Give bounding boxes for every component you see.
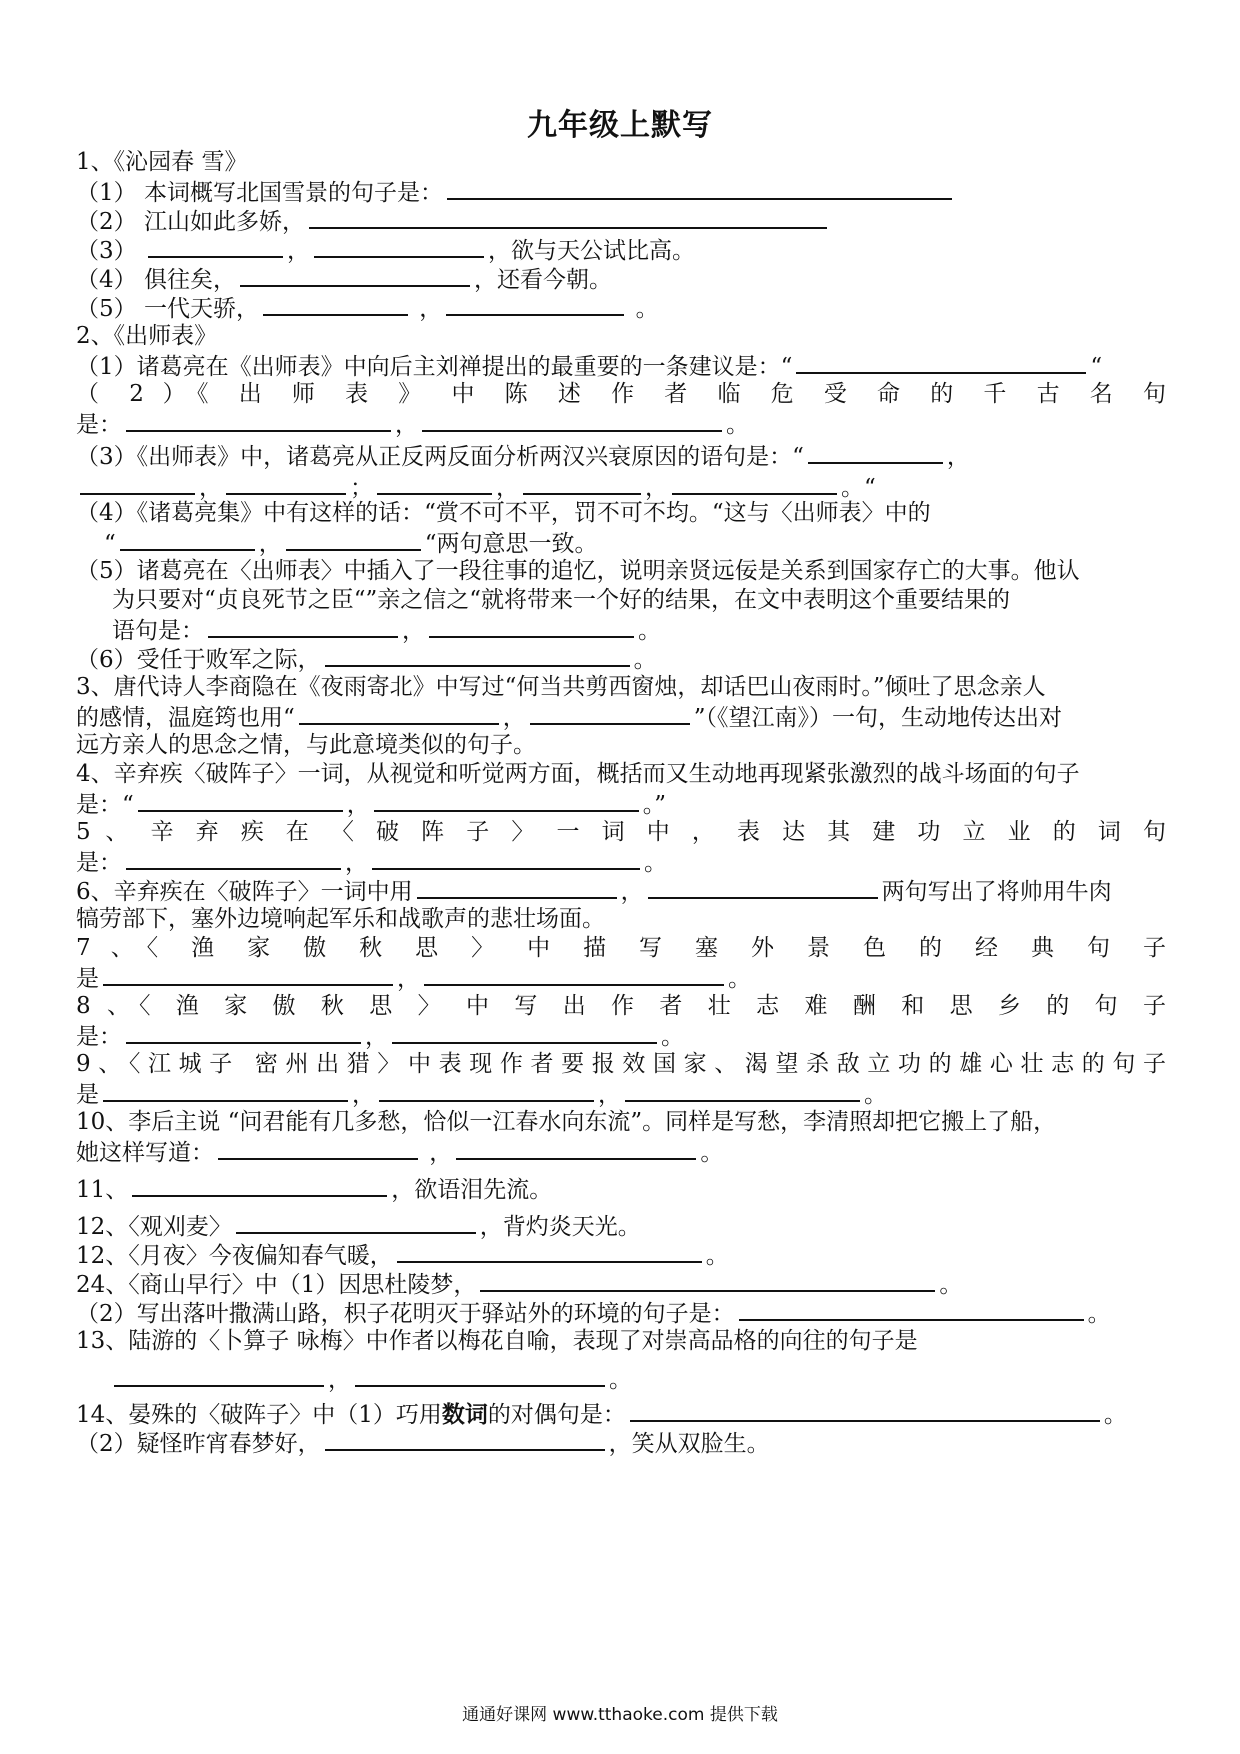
answer-blank[interactable] — [236, 1205, 476, 1234]
answer-blank[interactable] — [808, 435, 943, 464]
q14-line1-suffix: 。 — [1103, 1402, 1127, 1428]
answer-blank[interactable] — [648, 870, 878, 899]
q2-line3-sep: ， — [496, 475, 519, 501]
q24-line1-prefix: 24、〈商山早行〉中（1）因思杜陵梦， — [76, 1272, 477, 1298]
q11-suffix: ，欲语泪先流。 — [391, 1177, 553, 1203]
answer-blank[interactable] — [126, 1015, 361, 1044]
q10-line2 — [76, 1131, 1166, 1171]
q7-line2-suffix: 。 — [728, 966, 751, 992]
answer-blank[interactable] — [424, 957, 724, 986]
answer-blank[interactable] — [429, 609, 634, 638]
q6-line2: 犒劳部下，塞外边境响起军乐和战歌声的悲壮场面。 — [76, 906, 605, 932]
answer-blank[interactable] — [422, 403, 722, 432]
q13-line2-suffix: 。 — [609, 1367, 632, 1393]
q24-line2-prefix: （2）写出落叶撒满山路，枳子花明灭于驿站外的环境的句子是： — [76, 1301, 735, 1327]
q12-line2-prefix: 12、〈月夜〉今夜偏知春气暖， — [76, 1243, 393, 1269]
q5-line2-prefix: 是： — [76, 850, 122, 876]
answer-blank[interactable] — [355, 1358, 605, 1387]
q10-line2-suffix: 。 — [700, 1140, 724, 1166]
q14-line1-prefix: 14、晏殊的〈破阵子〉中（1）巧用 — [76, 1402, 442, 1428]
page-footer: 通通好课网 www.tthaoke.com 提供下载 — [462, 1705, 778, 1725]
q12-line2-suffix: 。 — [705, 1243, 729, 1269]
q5-line2-suffix: 。 — [644, 850, 667, 876]
answer-blank[interactable] — [103, 1073, 348, 1102]
q1-line3-suffix: ，欲与天公试比高。 — [487, 238, 695, 264]
answer-blank[interactable] — [240, 258, 470, 287]
answer-blank[interactable] — [138, 783, 343, 812]
q9-line2-sep: ， — [352, 1082, 375, 1108]
q2-line5-sep: ， — [402, 618, 425, 644]
q8-line2-prefix: 是： — [76, 1024, 122, 1050]
q1-line3-prefix: （3） — [76, 238, 144, 264]
q14-line2-prefix: （2）疑怪昨宵春梦好， — [76, 1431, 321, 1457]
q1-line5-prefix: （5） 一代天骄， — [76, 296, 259, 322]
q5-line1: 5 、 辛 弃 疾 在 〈 破 阵 子 〉 一 词 中 ， 表 达 其 建 功 立 业 的 词 句 — [76, 819, 1166, 845]
q2-line3-sep: ， — [645, 475, 668, 501]
answer-blank[interactable] — [325, 638, 630, 667]
answer-blank[interactable] — [672, 466, 837, 495]
answer-blank[interactable] — [208, 609, 398, 638]
q2-line5b: 为只要对“贞良死节之臣“”亲之信之“就将带来一个好的结果，在文中表明这个重要结果的 — [112, 587, 1011, 613]
answer-blank[interactable] — [625, 1073, 860, 1102]
answer-blank[interactable] — [397, 1234, 702, 1263]
answer-blank[interactable] — [480, 1263, 935, 1292]
answer-blank[interactable] — [114, 1358, 324, 1387]
q2-line1-quote: “ — [1090, 354, 1103, 380]
answer-blank[interactable] — [325, 1422, 605, 1451]
answer-blank[interactable] — [446, 287, 624, 316]
q2-line4-quote: “ — [104, 531, 116, 557]
q9-line2-prefix: 是 — [76, 1082, 99, 1108]
q1-line2-text: （2） 江山如此多娇， — [76, 209, 305, 235]
q2-line4: （4）《诸葛亮集》中有这样的话：“赏不可不平，罚不可不均。“这与〈出师表〉中的 — [76, 500, 931, 526]
answer-blank[interactable] — [132, 1168, 387, 1197]
answer-blank[interactable] — [374, 783, 639, 812]
answer-blank[interactable] — [309, 200, 827, 229]
q2-line4-suffix: “两句意思一致。 — [424, 531, 598, 557]
q1-line5-sep: ， — [411, 296, 443, 322]
answer-blank[interactable] — [263, 287, 408, 316]
answer-blank[interactable] — [226, 466, 346, 495]
q4-line1: 4、辛弃疾〈破阵子〉一词，从视觉和听觉两方面，概括而又生动地再现紧张激烈的战斗场面的句子 — [76, 761, 1080, 787]
answer-blank[interactable] — [148, 229, 283, 258]
q5-line2-sep: ， — [345, 850, 368, 876]
q9-line1: 9、〈江城子 密州出猎〉中表现作者要报效国家、渴望杀敌立功的雄心壮志的句子 — [76, 1051, 1166, 1077]
q1-line1-text: （1） 本词概写北国雪景的句子是： — [76, 180, 443, 206]
answer-blank[interactable] — [80, 466, 195, 495]
answer-blank[interactable] — [377, 466, 492, 495]
answer-blank[interactable] — [796, 345, 1086, 374]
answer-blank[interactable] — [103, 957, 393, 986]
answer-blank[interactable] — [630, 1393, 1100, 1422]
q7-line1: 7 、〈 渔 家 傲 秋 思 〉 中 描 写 塞 外 景 色 的 经 典 句 子 — [76, 935, 1166, 961]
q14-line2-suffix: ，笑从双脸生。 — [608, 1431, 770, 1457]
q6-line1-suffix: 两句写出了将帅用牛肉 — [881, 879, 1112, 905]
answer-blank[interactable] — [299, 696, 499, 725]
q2-line5-suffix: 。 — [638, 618, 661, 644]
q2-heading: 2、《出师表》 — [76, 323, 218, 349]
q14-emphasis: 数词 — [441, 1401, 488, 1428]
q12-line1-prefix: 12、〈观刈麦〉 — [76, 1214, 232, 1240]
q9-line2-suffix: 。 — [864, 1082, 887, 1108]
q4-line2-prefix: 是：“ — [76, 792, 134, 818]
q11-line — [76, 1168, 1166, 1208]
q3-line1: 3、唐代诗人李商隐在《夜雨寄北》中写过“何当共剪西窗烛，却话巴山夜雨时。”倾吐了思念亲人 — [76, 674, 1046, 700]
page-title: 九年级上默写 — [527, 108, 713, 143]
q2-line6-prefix: （6）受任于败军之际， — [76, 647, 321, 673]
q4-line2-suffix: 。” — [642, 792, 667, 818]
q2-line3-sep: ， — [946, 444, 970, 470]
q6-line1-prefix: 6、辛弃疾在〈破阵子〉一词中用 — [76, 879, 413, 905]
q2-line4-sep: ， — [258, 531, 282, 557]
q6-line1-sep: ， — [620, 879, 644, 905]
q10-line1: 10、李后主说 “问君能有几多愁，恰似一江春水向东流”。同样是写愁，李清照却把它搬上了船， — [76, 1109, 1057, 1135]
q2-line2: （ 2 ）《 出 师 表 》 中 陈 述 作 者 临 危 受 命 的 千 古 名 句 — [76, 381, 1166, 407]
q1-line4-prefix: （4） 俱往矣， — [76, 267, 236, 293]
answer-blank[interactable] — [379, 1073, 594, 1102]
q7-line2-sep: ， — [397, 966, 420, 992]
q24-line1-suffix: 。 — [939, 1272, 963, 1298]
answer-blank[interactable] — [126, 403, 391, 432]
q2-line3-sep: ； — [350, 475, 373, 501]
answer-blank[interactable] — [417, 870, 617, 899]
q13-line2 — [110, 1358, 1200, 1398]
q13-line2-sep: ， — [328, 1367, 351, 1393]
q2-line2-prefix: 是： — [76, 412, 122, 438]
q1-heading: 1、《沁园春 雪》 — [76, 149, 248, 175]
answer-blank[interactable] — [286, 522, 421, 551]
q24-line2-suffix: 。 — [1087, 1301, 1111, 1327]
q4-line2-sep: ， — [346, 792, 370, 818]
answer-blank[interactable] — [126, 841, 341, 870]
answer-blank[interactable] — [456, 1131, 696, 1160]
q2-line3-suffix: 。“ — [841, 475, 876, 501]
q14-line1-middle: 的对偶句是： — [487, 1402, 626, 1428]
q2-line6-suffix: 。 — [633, 647, 657, 673]
q11-prefix: 11、 — [76, 1177, 129, 1203]
q3-line2-sep: ， — [502, 705, 526, 731]
q2-line2-sep: ， — [395, 412, 418, 438]
answer-blank[interactable] — [314, 229, 484, 258]
q10-line2-prefix: 她这样写道： — [76, 1140, 214, 1166]
answer-blank[interactable] — [218, 1131, 418, 1160]
q14-line2 — [76, 1422, 1166, 1462]
answer-blank[interactable] — [530, 696, 690, 725]
q1-line3-sep: ， — [286, 238, 310, 264]
answer-blank[interactable] — [447, 171, 952, 200]
q3-line2-suffix: ”（《望江南》）一句，生动地传达出对 — [693, 705, 1063, 731]
q7-line2-prefix: 是 — [76, 966, 99, 992]
q8-line1: 8 、〈 渔 家 傲 秋 思 〉 中 写 出 作 者 壮 志 难 酬 和 思 乡 的 句 子 — [76, 993, 1166, 1019]
q8-line2-sep: ， — [365, 1024, 388, 1050]
q3-line3: 远方亲人的思念之情，与此意境类似的句子。 — [76, 732, 536, 758]
q1-line4-suffix: ，还看今朝。 — [473, 267, 612, 293]
q2-line3-text: （3）《出师表》中，诸葛亮从正反两反面分析两汉兴衰原因的语句是：“ — [76, 444, 804, 470]
q12-line1-suffix: ，背灼炎天光。 — [479, 1214, 641, 1240]
q2-line2-suffix: 。 — [726, 412, 749, 438]
q1-line5-suffix: 。 — [628, 296, 659, 322]
q10-line2-sep: ， — [422, 1140, 453, 1166]
answer-blank[interactable] — [120, 522, 255, 551]
q13-line1: 13、陆游的〈卜算子 咏梅〉中作者以梅花自喻，表现了对崇高品格的向往的句子是 — [76, 1328, 918, 1354]
answer-blank[interactable] — [392, 1015, 657, 1044]
q3-line2-prefix: 的感情，温庭筠也用“ — [76, 705, 295, 731]
q2-line5a: （5）诸葛亮在〈出师表〉中插入了一段往事的追忆，说明亲贤远佞是关系到国家存亡的大事。他认 — [76, 558, 1080, 584]
answer-blank[interactable] — [523, 466, 641, 495]
answer-blank[interactable] — [739, 1292, 1084, 1321]
q8-line2-suffix: 。 — [661, 1024, 684, 1050]
q2-line1-text: （1）诸葛亮在《出师表》中向后主刘禅提出的最重要的一条建议是：“ — [76, 354, 793, 380]
answer-blank[interactable] — [372, 841, 640, 870]
q9-line2-sep: ， — [598, 1082, 621, 1108]
q2-line5-prefix: 语句是： — [112, 618, 204, 644]
q2-line3-sep: ， — [199, 475, 222, 501]
